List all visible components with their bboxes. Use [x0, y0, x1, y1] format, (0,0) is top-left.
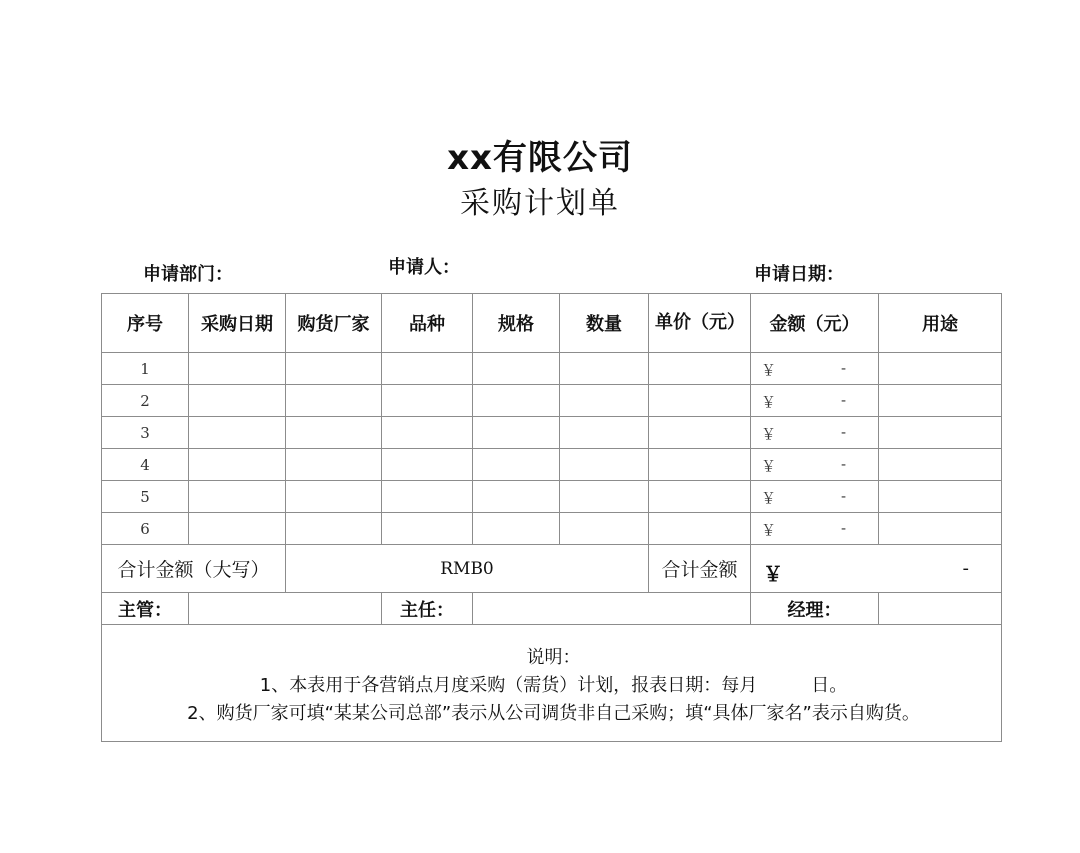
supplier-cell[interactable]	[286, 417, 382, 449]
quantity-cell[interactable]	[560, 353, 649, 385]
purpose-cell[interactable]	[879, 385, 1002, 417]
amount-value: -	[841, 487, 847, 505]
notes-line-2: 2、购货厂家可填“某某公司总部”表示从公司调货非自己采购；填“具体厂家名”表示自购货。	[187, 703, 920, 724]
table-row	[102, 353, 1002, 385]
unit-price-cell[interactable]	[649, 385, 751, 417]
total-row	[102, 545, 1002, 593]
amount-value: -	[841, 519, 847, 537]
supplier-cell[interactable]	[286, 481, 382, 513]
yen-sign: ￥	[761, 393, 777, 411]
table-row	[102, 385, 1002, 417]
header-variety: 品种	[382, 294, 473, 353]
purpose-cell[interactable]	[879, 481, 1002, 513]
document-title: 采购计划单	[460, 186, 620, 221]
row-seq: 2	[102, 385, 189, 417]
unit-price-cell[interactable]	[649, 481, 751, 513]
header-seq: 序号	[102, 294, 189, 353]
purchase-date-cell[interactable]	[189, 353, 286, 385]
header-amount: 金额（元）	[751, 294, 879, 353]
purpose-cell[interactable]	[879, 449, 1002, 481]
date-label: 申请日期：	[754, 264, 844, 285]
supplier-cell[interactable]	[286, 385, 382, 417]
unit-price-cell[interactable]	[649, 417, 751, 449]
amount-value: -	[841, 455, 847, 473]
notes-heading: 说明：	[526, 647, 581, 668]
variety-cell[interactable]	[382, 385, 473, 417]
variety-cell[interactable]	[382, 417, 473, 449]
header-purpose: 用途	[879, 294, 1002, 353]
total-sum-value: -	[962, 558, 969, 579]
amount-cell	[751, 449, 879, 481]
quantity-cell[interactable]	[560, 417, 649, 449]
amount-cell	[751, 385, 879, 417]
row-seq: 1	[102, 353, 189, 385]
table-row	[102, 449, 1002, 481]
spec-cell[interactable]	[473, 353, 560, 385]
department-label: 申请部门：	[143, 264, 233, 285]
total-capital-label: 合计金额（大写）	[102, 545, 286, 593]
amount-value: -	[841, 423, 847, 441]
variety-cell[interactable]	[382, 481, 473, 513]
total-sum-label: 合计金额	[649, 545, 751, 593]
quantity-cell[interactable]	[560, 449, 649, 481]
spec-cell[interactable]	[473, 385, 560, 417]
yen-sign: ￥	[761, 425, 777, 443]
table-row	[102, 417, 1002, 449]
yen-sign: ￥	[761, 521, 777, 539]
quantity-cell[interactable]	[560, 481, 649, 513]
row-seq: 3	[102, 417, 189, 449]
yen-sign: ￥	[761, 489, 777, 507]
purchase-plan-table	[101, 293, 1002, 742]
yen-sign: ￥	[761, 457, 777, 475]
total-sum-cell	[751, 545, 1002, 593]
header-row	[102, 294, 1002, 353]
header-quantity: 数量	[560, 294, 649, 353]
quantity-cell[interactable]	[560, 513, 649, 545]
notes-cell	[102, 625, 1002, 742]
table-row	[102, 481, 1002, 513]
header-spec: 规格	[473, 294, 560, 353]
amount-value: -	[841, 359, 847, 377]
quantity-cell[interactable]	[560, 385, 649, 417]
purchase-date-cell[interactable]	[189, 513, 286, 545]
variety-cell[interactable]	[382, 353, 473, 385]
variety-cell[interactable]	[382, 449, 473, 481]
spec-cell[interactable]	[473, 481, 560, 513]
unit-price-cell[interactable]	[649, 513, 751, 545]
total-capital-value: RMB0	[286, 545, 649, 593]
purchase-date-cell[interactable]	[189, 481, 286, 513]
manager-signature-cell[interactable]	[879, 593, 1002, 625]
director-signature-cell[interactable]	[473, 593, 751, 625]
supplier-cell[interactable]	[286, 449, 382, 481]
row-seq: 6	[102, 513, 189, 545]
table-row	[102, 513, 1002, 545]
purpose-cell[interactable]	[879, 353, 1002, 385]
row-seq: 4	[102, 449, 189, 481]
amount-value: -	[841, 391, 847, 409]
supplier-cell[interactable]	[286, 513, 382, 545]
header-purchase-date: 采购日期	[189, 294, 286, 353]
spec-cell[interactable]	[473, 417, 560, 449]
supervisor-signature-cell[interactable]	[189, 593, 382, 625]
purchase-date-cell[interactable]	[189, 385, 286, 417]
spec-cell[interactable]	[473, 513, 560, 545]
director-label: 主任：	[382, 593, 473, 625]
signature-row	[102, 593, 1002, 625]
header-unit-price: 单价（元）	[649, 294, 751, 353]
notes-row	[102, 625, 1002, 742]
purchase-date-cell[interactable]	[189, 417, 286, 449]
manager-label: 经理：	[751, 593, 879, 625]
purpose-cell[interactable]	[879, 513, 1002, 545]
variety-cell[interactable]	[382, 513, 473, 545]
spec-cell[interactable]	[473, 449, 560, 481]
yen-sign: ￥	[763, 562, 783, 586]
purpose-cell[interactable]	[879, 417, 1002, 449]
unit-price-cell[interactable]	[649, 449, 751, 481]
supplier-cell[interactable]	[286, 353, 382, 385]
row-seq: 5	[102, 481, 189, 513]
amount-cell	[751, 481, 879, 513]
header-supplier: 购货厂家	[286, 294, 382, 353]
supervisor-label: 主管：	[102, 593, 189, 625]
amount-cell	[751, 417, 879, 449]
yen-sign: ￥	[761, 361, 777, 379]
company-title: xx有限公司	[447, 138, 633, 178]
notes-line-1: 1、本表用于各营销点月度采购（需货）计划，报表日期：每月 日。	[259, 675, 848, 696]
unit-price-cell[interactable]	[649, 353, 751, 385]
purchase-date-cell[interactable]	[189, 449, 286, 481]
amount-cell	[751, 353, 879, 385]
applicant-label: 申请人：	[388, 257, 460, 278]
amount-cell	[751, 513, 879, 545]
